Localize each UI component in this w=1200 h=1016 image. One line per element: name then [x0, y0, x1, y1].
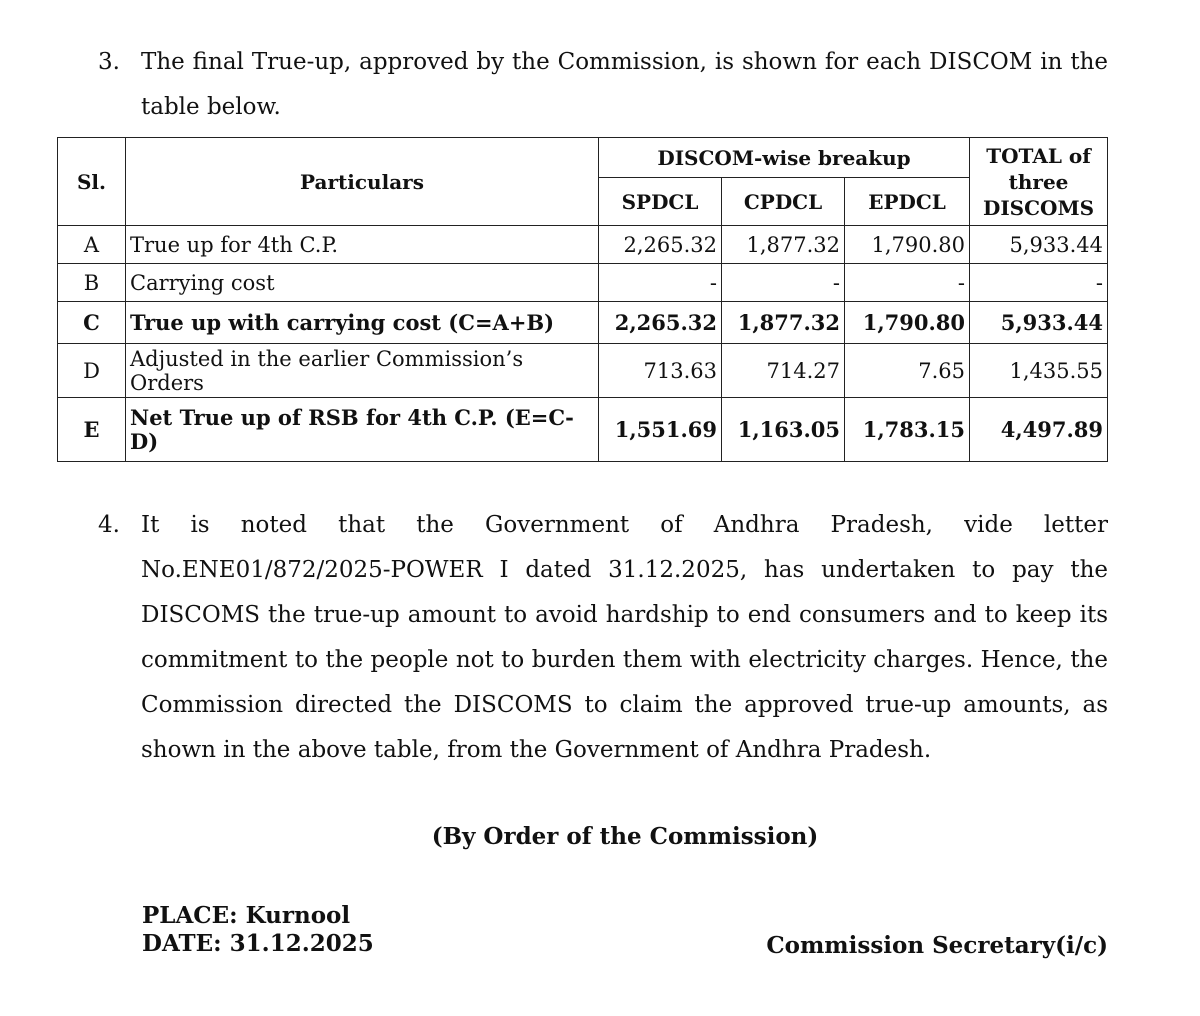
- cell-particulars: Adjusted in the earlier Commission’s Orders: [126, 344, 599, 398]
- header-total: TOTAL of three DISCOMS: [970, 138, 1108, 226]
- cell-spdcl: 713.63: [599, 344, 722, 398]
- place-date-block: [142, 902, 374, 958]
- paragraph-4: [98, 503, 1108, 773]
- header-sl: Sl.: [58, 138, 126, 226]
- cell-sl: B: [58, 264, 126, 302]
- signatory: Commission Secretary(i/c): [766, 932, 1108, 959]
- table-row: [58, 264, 1108, 302]
- cell-particulars: True up for 4th C.P.: [126, 226, 599, 264]
- paragraph-text: The final True-up, approved by the Commission, is shown for each DISCOM in the table below.: [141, 49, 1108, 120]
- cell-total: -: [970, 264, 1108, 302]
- cell-sl: A: [58, 226, 126, 264]
- table-row: [58, 226, 1108, 264]
- table-header-row: [58, 138, 1108, 178]
- date-line: DATE: 31.12.2025: [142, 930, 374, 957]
- cell-total: 4,497.89: [970, 398, 1108, 462]
- place-line: PLACE: Kurnool: [142, 902, 351, 929]
- cell-cpdcl: 714.27: [722, 344, 845, 398]
- cell-spdcl: 2,265.32: [599, 302, 722, 344]
- paragraph-text: It is noted that the Government of Andhra Pradesh, vide letter No.ENE01/872/2025-POWER I dated 31.12.2025, has undertaken to pay the DISCOMS the true-up amount to avoid hardship to end consumers and to keep its commitment to the people not to burden them with electricity charges. Hence, the Commission directed the DISCOMS to claim the approved true-up amounts, as shown in the above table, from the Government of Andhra Pradesh.: [141, 512, 1108, 763]
- cell-spdcl: 2,265.32: [599, 226, 722, 264]
- cell-epdcl: 1,790.80: [845, 226, 970, 264]
- table-row: [58, 398, 1108, 462]
- paragraph-number: 3.: [98, 49, 120, 75]
- cell-sl: D: [58, 344, 126, 398]
- cell-spdcl: 1,551.69: [599, 398, 722, 462]
- cell-epdcl: 1,790.80: [845, 302, 970, 344]
- cell-cpdcl: 1,163.05: [722, 398, 845, 462]
- header-spdcl: SPDCL: [599, 178, 722, 226]
- true-up-table: [57, 137, 1108, 462]
- header-discom-breakup: DISCOM-wise breakup: [599, 138, 970, 178]
- cell-sl: C: [58, 302, 126, 344]
- cell-particulars: True up with carrying cost (C=A+B): [126, 302, 599, 344]
- paragraph-number: 4.: [98, 512, 120, 538]
- cell-particulars: Carrying cost: [126, 264, 599, 302]
- cell-total: 5,933.44: [970, 226, 1108, 264]
- cell-epdcl: -: [845, 264, 970, 302]
- cell-total: 1,435.55: [970, 344, 1108, 398]
- order-line: (By Order of the Commission): [431, 823, 819, 850]
- cell-particulars: Net True up of RSB for 4th C.P. (E=C-D): [126, 398, 599, 462]
- header-epdcl: EPDCL: [845, 178, 970, 226]
- cell-sl: E: [58, 398, 126, 462]
- paragraph-3: [98, 40, 1108, 130]
- table-row: [58, 302, 1108, 344]
- cell-cpdcl: 1,877.32: [722, 226, 845, 264]
- header-cpdcl: CPDCL: [722, 178, 845, 226]
- cell-epdcl: 7.65: [845, 344, 970, 398]
- cell-total: 5,933.44: [970, 302, 1108, 344]
- table-row: [58, 344, 1108, 398]
- cell-cpdcl: -: [722, 264, 845, 302]
- cell-spdcl: -: [599, 264, 722, 302]
- header-particulars: Particulars: [126, 138, 599, 226]
- cell-epdcl: 1,783.15: [845, 398, 970, 462]
- cell-cpdcl: 1,877.32: [722, 302, 845, 344]
